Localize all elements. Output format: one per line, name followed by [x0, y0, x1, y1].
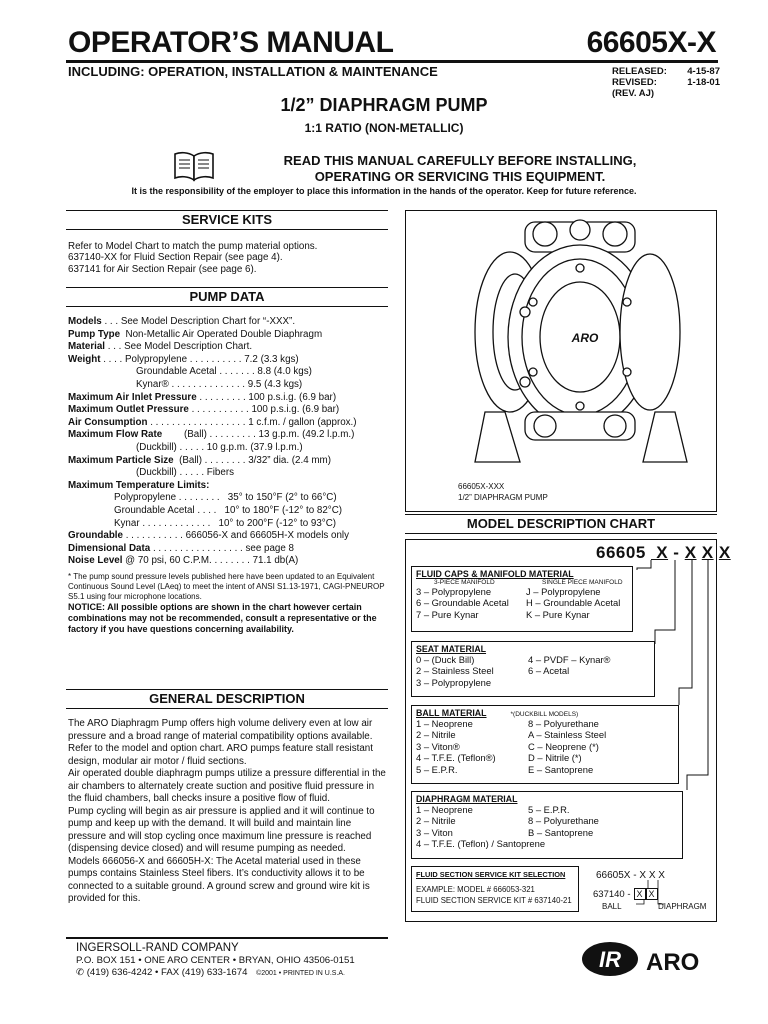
notice-text: NOTICE: All possible options are shown in the chart however certain combinations may not be recommended, consult a representative or the factory if you have questions concerning availability. — [68, 602, 377, 634]
pump-data-label: Pump Type — [68, 328, 121, 340]
manual-subtitle: INCLUDING: OPERATION, INSTALLATION & MAINTENANCE — [68, 64, 438, 79]
kit-example: EXAMPLE: MODEL # 666053-321 — [416, 885, 535, 894]
company-name: INGERSOLL-RAND COMPANY — [76, 942, 239, 954]
pump-data-value: 1 c.f.m. / gallon (approx.) — [248, 416, 357, 428]
pump-data-row — [68, 555, 388, 568]
option-item: 4 – T.F.E. (Teflon) / Santoprene — [416, 838, 546, 850]
pump-data-leader: . . . . . . . . . . . — [188, 404, 252, 416]
header-rule — [66, 60, 718, 63]
pump-data-label: Maximum Air Inlet Pressure — [68, 391, 197, 403]
pump-data-table — [68, 316, 388, 568]
phone-fax: (419) 636-4242 • FAX (419) 633-1674 — [86, 967, 248, 978]
option-item: 5 – E.P.R. — [528, 804, 570, 815]
option-item: 2 – Stainless Steel — [416, 665, 494, 677]
pump-subtitle: 1:1 RATIO (NON-METALLIC) — [304, 121, 464, 135]
three-piece-head: 3-PIECE MANIFOLD — [434, 579, 495, 586]
pump-data-leader: @ 70 psi, 60 C.P.M. . . . . . . . — [122, 555, 253, 567]
option-item: E – Santoprene — [528, 763, 594, 775]
sound-footnote: * The pump sound pressure levels published here have been updated to an Equivalent Continuous Sound Level (LAeq) to meet the intent of ANSI S1.13-1971, CAGI-PNEUROP S5.1 using four microphone locations. — [68, 572, 385, 601]
pump-data-row — [68, 518, 388, 531]
footer-address — [76, 942, 406, 981]
pump-data-leader: . . . . . . . . . . . . . . . . . . — [147, 416, 249, 428]
pump-data-row — [68, 341, 388, 354]
option-item: 3 – Polypropylene — [416, 676, 492, 688]
service-kit-line: 637141 for Air Section Repair (see page 6). — [68, 263, 257, 275]
option-item: 3 – Viton — [416, 826, 453, 838]
pump-data-label: Air Consumption — [68, 416, 148, 428]
option-item: 4 – T.F.E. (Teflon®) — [416, 752, 496, 764]
figure-caption — [458, 481, 548, 503]
seat-material-box — [411, 641, 655, 697]
pump-data-row — [68, 429, 388, 442]
service-kits-text — [68, 241, 388, 275]
pump-data-value: 666056-X and 66605H-X models only — [185, 530, 349, 542]
service-kit-selection-box — [411, 866, 579, 912]
diaphragm-label: DIAPHRAGM — [658, 902, 707, 911]
pump-data-leader: . . . — [105, 341, 125, 353]
pump-data-leader: . . . . . . . . . . . . . . . . . — [150, 542, 246, 554]
pump-data-value: Groundable Acetal . . . . . . . 8.8 (4.0 kgs) — [136, 366, 312, 378]
pump-data-value: (Duckbill) . . . . . 10 g.p.m. (37.9 l.p.m.) — [136, 441, 303, 453]
option-item: B – Santoprene — [528, 826, 594, 838]
pump-data-value: Polypropylene . . . . . . . . . . 7.2 (3.3 kgs) — [124, 353, 299, 365]
option-item: K – Pure Kynar — [526, 608, 590, 620]
copyright: ©2001 • PRINTED IN U.S.A. — [256, 970, 346, 977]
ball-title: BALL MATERIAL — [416, 708, 487, 718]
logo-ir-text: IR — [599, 947, 621, 972]
model-code: 66605 X - X X X — [596, 543, 731, 562]
figure-caption-model: 66605X-XXX — [458, 482, 505, 491]
diaphragm-title: DIAPHRAGM MATERIAL — [416, 794, 518, 804]
pump-data-leader: . . . . — [100, 353, 125, 365]
option-item: 2 – Nitrile — [416, 815, 456, 827]
pump-data-row — [68, 505, 388, 518]
kit-box-diaphragm: X — [646, 888, 658, 900]
pump-data-row — [68, 316, 388, 329]
option-item: 2 – Nitrile — [416, 729, 456, 741]
option-item: C – Neoprene (*) — [528, 740, 599, 752]
option-item: 3 – Viton® — [416, 740, 460, 752]
option-item: 8 – Polyurethane — [528, 718, 599, 729]
seat-title: SEAT MATERIAL — [416, 644, 487, 654]
kit-selection-title: FLUID SECTION SERVICE KIT SELECTION — [416, 870, 566, 879]
pump-data-value: See Model Description Chart. — [124, 341, 253, 353]
option-item: 6 – Acetal — [528, 665, 570, 677]
pump-data-row — [68, 455, 388, 468]
pump-data-row — [68, 442, 388, 455]
pump-data-leader: . . . . . . . . . — [196, 391, 249, 403]
service-kit-line: Refer to Model Chart to match the pump material options. — [68, 241, 318, 252]
company-address: P.O. BOX 151 • ONE ARO CENTER • BRYAN, OHIO 43506-0151 — [76, 954, 355, 966]
option-item: J – Polypropylene — [526, 586, 601, 597]
general-paragraph: Pump cycling will begin as air pressure is applied and it will continue to pump and keep up with the demand. It will build and maintain line pressure and will stop cycling once maximum line pressure is reached (dispensing device closed) and will resume pumping as needed. — [68, 805, 375, 854]
pump-data-row — [68, 392, 388, 405]
service-kits-heading: SERVICE KITS — [66, 210, 388, 230]
diaphragm-material-box — [411, 791, 683, 859]
pump-data-value: see page 8 — [245, 542, 294, 554]
pump-title: 1/2” DIAPHRAGM PUMP — [280, 95, 488, 115]
pump-data-value: (Duckbill) . . . . . Fibers — [136, 467, 234, 479]
open-book-icon — [172, 150, 216, 182]
pump-data-value: 100 p.s.i.g. (6.9 bar) — [248, 391, 337, 403]
general-description-body — [68, 718, 388, 906]
option-item: 5 – E.P.R. — [416, 763, 458, 775]
pump-illustration — [465, 212, 695, 472]
pump-data-leader: . . . — [101, 316, 121, 327]
ball-material-box — [411, 705, 679, 784]
pump-data-value: Kynar® . . . . . . . . . . . . . . 9.5 (4.3 kgs) — [136, 378, 303, 390]
general-paragraph: Air operated double diaphragm pumps utilize a pressure differential in the air chambers to alternately create suction and positive fluid pressure in the fluid chambers, ball checks insure a positive flow of fluid. — [68, 768, 386, 804]
pump-data-row — [68, 329, 388, 342]
pump-data-row — [68, 543, 388, 556]
option-item: 4 – PVDF – Kynar® — [528, 654, 611, 665]
duckbill-note: *(DUCKBILL MODELS) — [510, 711, 579, 718]
option-item: 3 – Polypropylene — [416, 586, 492, 597]
pump-data-value: See Model Description Chart for “-XXX”. — [120, 316, 296, 327]
pump-data-row — [68, 354, 388, 367]
pump-data-value: Non-Metallic Air Operated Double Diaphragm — [125, 328, 323, 340]
released-date: 4-15-87 — [687, 66, 720, 77]
option-item: 1 – Neoprene — [416, 804, 473, 815]
pump-brand-label: ARO — [571, 331, 599, 345]
pump-data-row — [68, 417, 388, 430]
manual-title: OPERATOR’S MANUAL — [68, 26, 394, 59]
option-item: D – Nitrile (*) — [528, 752, 582, 764]
pump-data-label: Maximum Flow Rate — [68, 429, 163, 441]
phone-icon: ✆ — [76, 967, 87, 978]
released-label: RELEASED: — [612, 66, 667, 77]
pump-data-leader — [162, 429, 184, 442]
fluid-caps-box — [411, 566, 633, 632]
fluid-caps-title: FLUID CAPS & MANIFOLD MATERIAL — [416, 569, 574, 579]
option-item: 8 – Polyurethane — [528, 815, 599, 827]
pump-data-row — [68, 379, 388, 392]
general-paragraph: Models 666056-X and 66605H-X: The Acetal material used in these pumps contains Stainless Steel fibers. It’s conductivity allows it to be connected to a suitable ground. A ground screw and ground wire kit is provided for this. — [68, 855, 370, 904]
pump-data-value: Kynar . . . . . . . . . . . . . 10° to 200°F (-12° to 93°C) — [114, 517, 337, 529]
pump-data-value: (Ball) . . . . . . . . 3/32” dia. (2.4 mm) — [179, 454, 331, 466]
pump-data-value: Polypropylene . . . . . . . . 35° to 150°F (2° to 66°C) — [114, 492, 337, 504]
general-paragraph: The ARO Diaphragm Pump offers high volume delivery even at low air pressure and a broad range of material compatibility options available. Refer to the model and option chart. ARO pumps feature stall resistant design, modular air motor / fluid sections. — [68, 718, 373, 767]
figure-caption-title: 1/2” DIAPHRAGM PUMP — [458, 493, 548, 502]
ir-aro-logo — [580, 940, 720, 978]
pump-data-label: Material — [68, 341, 106, 353]
pump-data-row — [68, 366, 388, 379]
pump-data-row — [68, 492, 388, 505]
single-piece-head: SINGLE PIECE MANIFOLD — [542, 579, 623, 586]
pump-data-row — [68, 530, 388, 543]
option-item: A – Stainless Steel — [528, 729, 607, 741]
pump-data-label: Maximum Outlet Pressure — [68, 404, 189, 416]
pump-data-label: Weight — [68, 353, 101, 365]
pump-data-label: Models — [68, 316, 102, 327]
logo-aro-text: ARO — [646, 949, 700, 976]
pump-data-heading: PUMP DATA — [66, 287, 388, 307]
footer-rule — [66, 937, 388, 939]
revision: (REV. AJ) — [612, 88, 655, 99]
warning-text — [250, 153, 670, 185]
pump-data-value: (Ball) . . . . . . . . . 13 g.p.m. (49.2 l.p.m.) — [183, 429, 355, 441]
model-chart-heading: MODEL DESCRIPTION CHART — [405, 514, 717, 534]
option-item: 7 – Pure Kynar — [416, 608, 479, 620]
revised-label: REVISED: — [612, 77, 657, 88]
warning-line-1: READ THIS MANUAL CAREFULLY BEFORE INSTALLING, — [283, 153, 637, 168]
pump-data-label: Dimensional Data — [68, 542, 151, 554]
warning-line-2: OPERATING OR SERVICING THIS EQUIPMENT. — [314, 169, 606, 184]
model-code-prefix: 66605 — [596, 543, 646, 562]
pump-data-leader: . . . . . . . . . . . — [122, 530, 186, 542]
kit-line: FLUID SECTION SERVICE KIT # 637140-21 — [416, 896, 572, 905]
revised-date: 1-18-01 — [687, 77, 720, 88]
pump-data-row — [68, 480, 388, 493]
pump-data-row — [68, 467, 388, 480]
service-kit-line: 637140-XX for Fluid Section Repair (see page 4). — [68, 252, 283, 264]
option-item: 0 – (Duck Bill) — [416, 654, 475, 665]
pump-data-label: Maximum Temperature Limits: — [68, 479, 210, 491]
option-item: H – Groundable Acetal — [526, 597, 621, 609]
model-number: 66605X-X — [586, 26, 716, 59]
pump-data-label: Maximum Particle Size — [68, 454, 174, 466]
pump-data-row — [68, 404, 388, 417]
option-item: 1 – Neoprene — [416, 718, 473, 729]
ball-label: BALL — [602, 902, 622, 911]
kit-code: 637140 - — [593, 888, 631, 900]
kit-box-ball: X — [634, 888, 646, 900]
pump-data-value: 100 p.s.i.g. (6.9 bar) — [251, 404, 340, 416]
option-item: 6 – Groundable Acetal — [416, 597, 509, 609]
general-description-heading: GENERAL DESCRIPTION — [66, 689, 388, 709]
pump-data-label: Noise Level — [68, 555, 123, 567]
responsibility-note: It is the responsibility of the employer to place this information in the hands of the operator. Keep for future reference. — [131, 186, 637, 196]
pump-data-value: 71.1 db(A) — [252, 555, 299, 567]
pump-data-label: Groundable — [68, 530, 123, 542]
pump-data-value: Groundable Acetal . . . . 10° to 180°F (-12° to 82°C) — [114, 504, 343, 516]
kit-model-code: 66605X - X X X — [596, 870, 665, 881]
